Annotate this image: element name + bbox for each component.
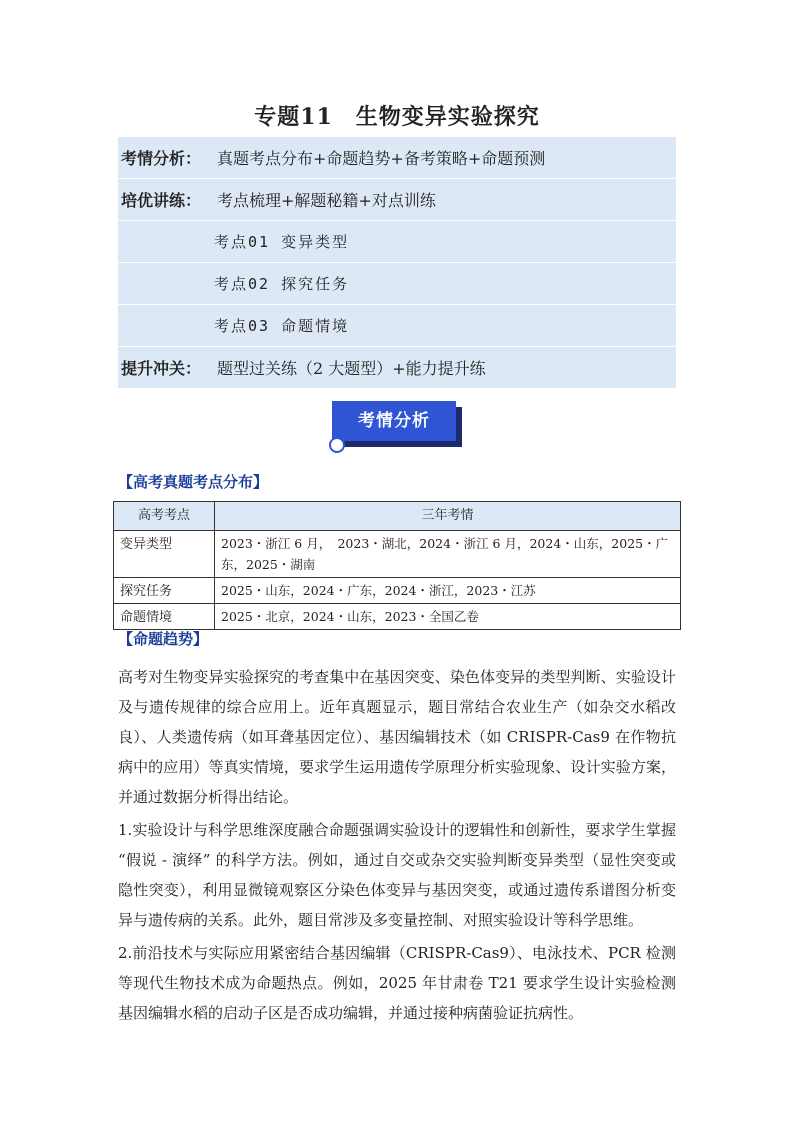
outline-text: 真题考点分布+命题趋势+备考策略+命题预测 [217, 149, 546, 168]
column-header: 三年考情 [215, 502, 681, 531]
banner-label: 考情分析 [332, 401, 456, 441]
paragraph: 高考对生物变异实验探究的考查集中在基因突变、染色体变异的类型判断、实验设计及与遗传规律的综合应用上。近年真题显示，题目常结合农业生产（如杂交水稻改良）、人类遗传病（如耳聋基因定位）、基因编辑技术（如 CRISPR-Cas9 在作物抗病中的应用）等真实情境，要求学生运用遗传学原理分析实验现象、设计实验方案，并通过数据分析得出结论。 [118, 668, 676, 806]
topic-cell: 命题情境 [114, 604, 215, 630]
outline-text: 考点梳理+解题秘籍+对点训练 [217, 191, 436, 210]
circle-icon [329, 437, 345, 453]
outline-box [118, 137, 676, 389]
years-cell: 2025・山东，2024・广东，2024・浙江，2023・江苏 [215, 578, 681, 604]
topic-cell: 变异类型 [114, 531, 215, 578]
trend-body [118, 662, 676, 1031]
paragraph: 2.前沿技术与实际应用紧密结合基因编辑（CRISPR-Cas9）、电泳技术、PCR 检测等现代生物技术成为命题热点。例如，2025 年甘肃卷 T21 要求学生设计实验检测基因编辑水稻的启动子区是否成功编辑，并通过接种病菌验证抗病性。 [118, 944, 676, 1022]
outline-subitem: 考点03 命题情境 [214, 317, 350, 335]
exam-distribution-table [113, 501, 681, 630]
outline-row-sub [118, 263, 676, 304]
trend-heading: 【命题趋势】 [118, 630, 209, 648]
outline-row [118, 179, 676, 220]
outline-row [118, 347, 676, 388]
outline-label: 考情分析： [121, 149, 202, 168]
table-row [114, 604, 681, 630]
outline-row-sub [118, 305, 676, 346]
outline-text: 题型过关练（2 大题型）+能力提升练 [217, 359, 486, 378]
outline-row [118, 137, 676, 178]
column-header: 高考考点 [114, 502, 215, 531]
table-header-row [114, 502, 681, 531]
outline-row-sub [118, 221, 676, 262]
page-title: 专题11 生物变异实验探究 [254, 104, 540, 130]
years-cell: 2023・浙江 6 月， 2023・湖北，2024・浙江 6 月，2024・山东，2025・广东，2025・湖南 [215, 531, 681, 578]
section-banner [332, 401, 462, 451]
table-row [114, 531, 681, 578]
outline-label: 培优讲练： [121, 191, 202, 210]
outline-subitem: 考点01 变异类型 [214, 233, 350, 251]
outline-subitem: 考点02 探究任务 [214, 275, 350, 293]
topic-cell: 探究任务 [114, 578, 215, 604]
distribution-heading: 【高考真题考点分布】 [118, 473, 269, 491]
outline-label: 提升冲关： [121, 359, 202, 378]
table-row [114, 578, 681, 604]
paragraph: 1.实验设计与科学思维深度融合命题强调实验设计的逻辑性和创新性，要求学生掌握 “假说 - 演绎” 的科学方法。例如，通过自交或杂交实验判断变异类型（显性突变或隐性突变），利用显微镜观察区分染色体变异与基因突变，或通过遗传系谱图分析变异与遗传病的关系。此外，题目常涉及多变量控制、对照实验设计等科学思维。 [118, 821, 676, 929]
years-cell: 2025・北京，2024・山东，2023・全国乙卷 [215, 604, 681, 630]
